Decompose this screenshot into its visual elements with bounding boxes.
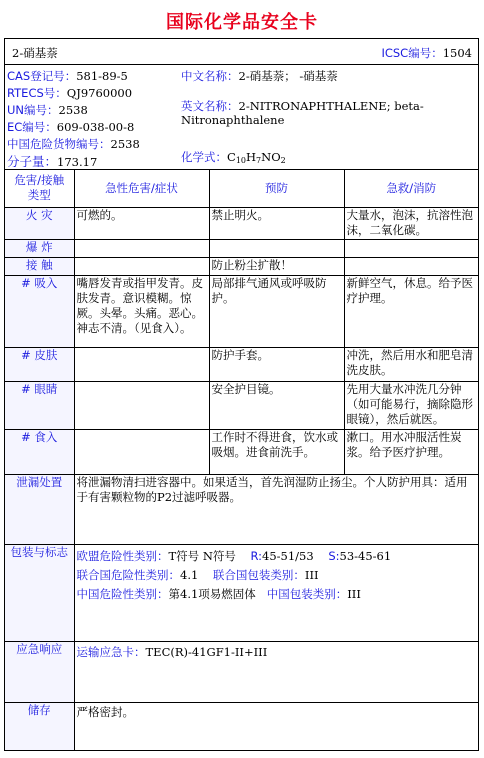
ec-label: EC编号： [7, 120, 57, 134]
r-value: 45-51/53 [262, 548, 314, 563]
cell-symptom: 嘴唇发青或指甲发青。皮肤发青。意识模糊。惊厥。头晕。头痛。恶心。神志不清。（见食入）。 [74, 275, 209, 347]
cell-prevention: 安全护目镜。 [209, 381, 344, 429]
cas-line [7, 68, 128, 84]
identifiers-block [5, 65, 478, 170]
packaging-label: 包装与标志 [5, 544, 74, 641]
cell-firstaid: 冲洗，然后用水和肥皂清洗皮肤。 [344, 347, 478, 381]
un-pack-value: III [304, 567, 319, 582]
cell-firstaid [344, 257, 478, 275]
un-label: UN编号： [7, 103, 59, 117]
formula-h: H [246, 150, 257, 164]
un-pack-label: 联合国包装类别： [212, 567, 305, 582]
cell-prevention [209, 239, 344, 257]
row-label-skin: # 皮肤 [5, 347, 74, 381]
cn-name-value: 2-硝基萘； -硝基萘 [238, 69, 338, 83]
formula-c: C [227, 150, 236, 164]
cell-firstaid [344, 239, 478, 257]
table-row [5, 429, 478, 474]
storage-row [5, 702, 478, 750]
eu-class-line [77, 547, 477, 566]
mw-label: 分子量： [7, 154, 58, 169]
cell-firstaid: 新鲜空气，休息。给予医疗护理。 [344, 275, 478, 347]
en-name-line-2: Nitronaphthalene [181, 113, 285, 127]
table-row [5, 207, 478, 239]
spill-text: 将泄漏物清扫进容器中。如果适当，首先润湿防止扬尘。个人防护用具：适用于有害颗粒物的P2过滤呼吸器。 [74, 474, 478, 544]
packaging-info [74, 544, 478, 641]
cn-value: 2538 [110, 137, 140, 151]
cn-class-value: 第4.1项易燃固体 [168, 586, 256, 601]
eu-class-value: T符号 N符号 [168, 548, 236, 563]
rtecs-line [7, 85, 132, 101]
cn-pack-value: III [347, 586, 361, 601]
un-class-label: 联合国危险性类别： [76, 567, 180, 582]
ec-value: 609-038-00-8 [56, 120, 135, 134]
packaging-row [5, 544, 478, 641]
icsc-number [381, 45, 472, 61]
formula-no-sub: 2 [280, 156, 286, 165]
cell-symptom [74, 257, 209, 275]
cell-symptom [74, 239, 209, 257]
cell-prevention: 防止粉尘扩散！ [209, 257, 344, 275]
cas-value: 581-89-5 [76, 69, 128, 83]
un-value: 2538 [58, 103, 88, 117]
col-header-type: 危害/接触类型 [5, 170, 74, 207]
table-row [5, 275, 478, 347]
row-label-exposure: 接 触 [5, 257, 74, 275]
row-label-fire: 火 灾 [5, 207, 74, 239]
eu-class-label: 欧盟危险性类别： [76, 548, 169, 563]
en-name-line [181, 98, 424, 114]
cell-prevention: 工作时不得进食，饮水或吸烟。进食前洗手。 [209, 429, 344, 474]
cell-firstaid: 漱口。用水冲服活性炭浆。给予医疗护理。 [344, 429, 478, 474]
cell-symptom: 可燃的。 [74, 207, 209, 239]
spill-label: 泄漏处置 [5, 474, 74, 544]
table-row [5, 381, 478, 429]
cell-prevention: 禁止明火。 [209, 207, 344, 239]
formula-line [181, 149, 286, 165]
hazard-table [5, 170, 478, 750]
page-title: 国际化学品安全卡 [166, 12, 318, 33]
rtecs-value: QJ9760000 [66, 86, 133, 100]
formula-h-sub: 7 [256, 156, 262, 165]
icsc-label: ICSC编号： [381, 46, 443, 60]
col-header-prevention: 预防 [209, 170, 344, 207]
card-header [5, 39, 478, 65]
cn-class-label: 中国危险性类别： [76, 586, 169, 601]
row-label-ingestion: # 食入 [5, 429, 74, 474]
emergency-card-label: 运输应急卡： [76, 644, 146, 659]
mw-line [7, 152, 97, 170]
cas-label: CAS登记号： [7, 69, 77, 83]
table-row [5, 347, 478, 381]
table-row [5, 239, 478, 257]
storage-text: 严格密封。 [74, 702, 478, 750]
col-header-symptom: 急性危害/症状 [74, 170, 209, 207]
cell-firstaid: 大量水，泡沫，抗溶性泡沫，二氧化碳。 [344, 207, 478, 239]
rtecs-label: RTECS号： [7, 86, 67, 100]
un-line [7, 102, 88, 118]
row-label-eyes: # 眼睛 [5, 381, 74, 429]
cell-firstaid: 先用大量水冲洗几分钟（如可能易行，摘除隐形眼镜），然后就医。 [344, 381, 478, 429]
emergency-row [5, 641, 478, 702]
cell-prevention: 局部排气通风或呼吸防护。 [209, 275, 344, 347]
cn-pack-label: 中国包装类别： [266, 586, 348, 601]
un-class-line [77, 566, 477, 585]
row-label-explosion: 爆 炸 [5, 239, 74, 257]
cn-line [7, 136, 140, 152]
storage-label: 储存 [5, 702, 74, 750]
chemical-name: 2-硝基萘 [12, 46, 58, 60]
cn-name-label: 中文名称： [181, 69, 239, 83]
icsc-value: 1504 [442, 46, 472, 60]
en-name-value: 2-NITRONAPHTHALENE; beta- [238, 99, 424, 113]
r-label: R: [250, 548, 263, 563]
un-class-value: 4.1 [180, 567, 199, 582]
safety-card [4, 38, 479, 751]
emergency-info [74, 641, 478, 702]
cn-name-line [181, 68, 338, 84]
formula-c-sub: 10 [235, 156, 246, 165]
emergency-card-value: TEC(R)-41GF1-II+III [145, 644, 268, 659]
cell-symptom [74, 347, 209, 381]
cell-symptom [74, 429, 209, 474]
s-label: S: [328, 548, 340, 563]
ec-line [7, 119, 134, 135]
table-row [5, 257, 478, 275]
cn-label: 中国危险货物编号： [7, 137, 111, 151]
cell-symptom [74, 381, 209, 429]
cell-prevention: 防护手套。 [209, 347, 344, 381]
spill-row [5, 474, 478, 544]
formula-label: 化学式： [181, 150, 227, 164]
cn-class-line [77, 585, 477, 604]
col-header-firstaid: 急救/消防 [344, 170, 478, 207]
emergency-label: 应急响应 [5, 641, 74, 702]
mw-value: 173.17 [57, 155, 98, 169]
row-label-inhalation: # 吸入 [5, 275, 74, 347]
table-header-row [5, 170, 478, 207]
en-name-label: 英文名称： [181, 99, 239, 113]
s-value: 53-45-61 [339, 548, 392, 563]
formula-no: NO [261, 150, 281, 164]
